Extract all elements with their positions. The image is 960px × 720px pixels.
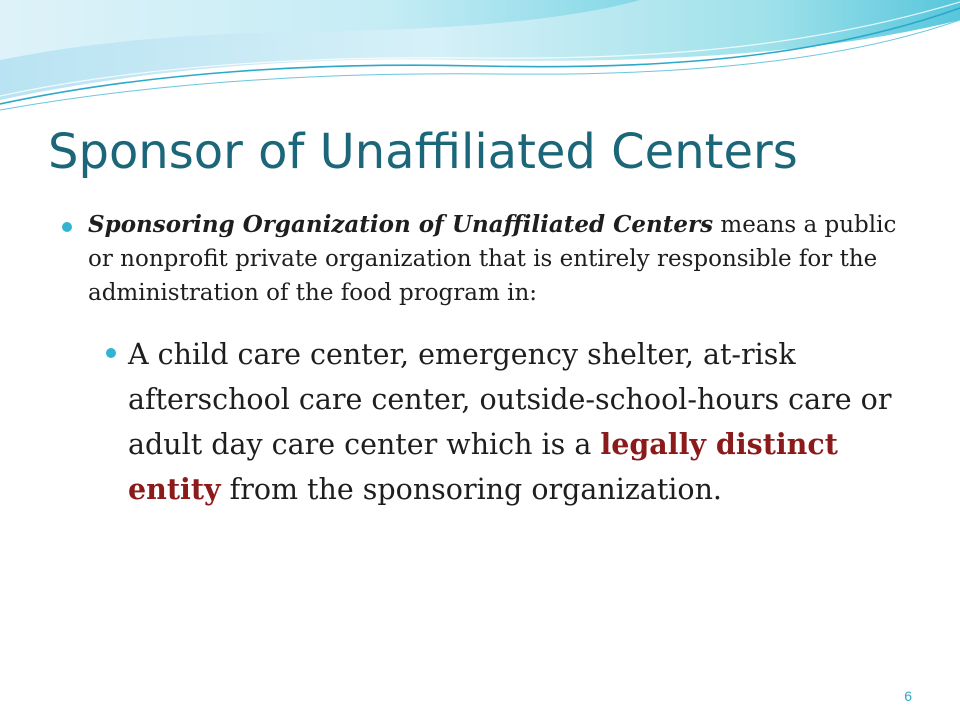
- sub-bullet-text-end: from the sponsoring organization.: [229, 473, 722, 506]
- slide-body: [56, 208, 916, 512]
- bullet-dot-icon: [62, 222, 72, 232]
- sub-bullet-item-center-types: [56, 332, 916, 512]
- header-wave-graphic: [0, 0, 960, 120]
- definition-text: means a public or nonprofit private organization that is entirely responsible for the administration of the food program in:: [88, 212, 897, 306]
- sub-bullet-text-start: A child care center, emergency shelter, at-risk afterschool care center, outside-school-hours care or adult day care center which is a: [128, 338, 892, 461]
- highlighted-phrase: legally distinct entity: [128, 427, 838, 506]
- defined-term: Sponsoring Organization of Unaffiliated Centers: [88, 211, 714, 238]
- bullet-item-definition: [56, 208, 916, 310]
- slide-title: Sponsor of Unaffiliated Centers: [48, 124, 798, 180]
- slide-number: 6: [904, 688, 912, 704]
- sub-bullet-dot-icon: [106, 348, 116, 358]
